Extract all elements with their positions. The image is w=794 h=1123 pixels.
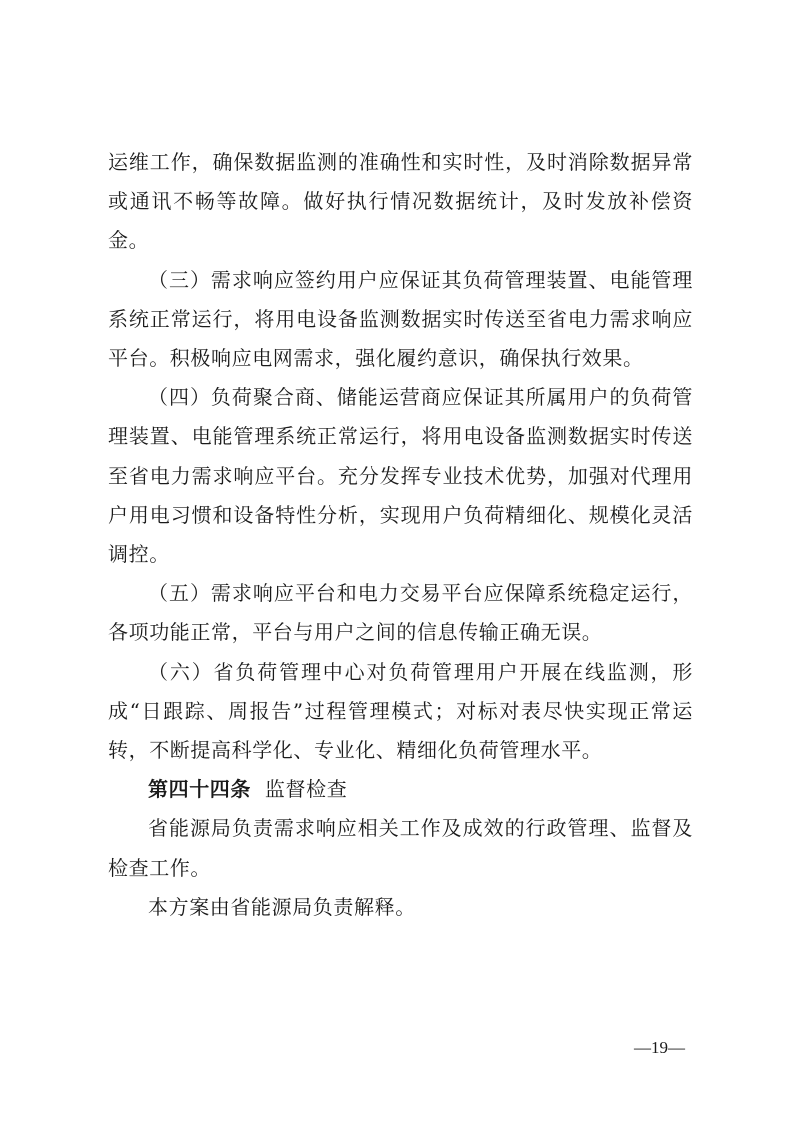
paragraph-supervision: 省能源局负责需求响应相关工作及成效的行政管理、监督及检查工作。 — [108, 816, 693, 880]
article-number: 第四十四条 — [148, 777, 251, 802]
paragraph-item-4: （四）负荷聚合商、储能运营商应保证其所属用户的负荷管理装置、电能管理系统正常运行，将用电设备监测数据实时传送至省电力需求响应平台。充分发挥专业技术优势，加强对代理用户用电习惯和设备特性分析，实现用户负荷精细化、规模化灵活调控。 — [108, 385, 693, 567]
paragraph-item-3: （三）需求响应签约用户应保证其负荷管理装置、电能管理系统正常运行，将用电设备监测数据实时传送至省电力需求响应平台。积极响应电网需求，强化履约意识，确保执行效果。 — [108, 267, 693, 371]
article-title: 监督检查 — [264, 777, 348, 802]
article-heading — [108, 770, 693, 809]
paragraph-interpretation: 本方案由省能源局负责解释。 — [148, 894, 416, 919]
document-body — [108, 143, 693, 927]
paragraph-item-6: （六）省负荷管理中心对负荷管理用户开展在线监测，形成“日跟踪、周报告”过程管理模式；对标对表尽快实现正常运转，不断提高科学化、专业化、精细化负荷管理水平。 — [108, 659, 693, 763]
paragraph-continuation: 运维工作，确保数据监测的准确性和实时性，及时消除数据异常或通讯不畅等故障。做好执行情况数据统计，及时发放补偿资金。 — [108, 150, 693, 253]
paragraph-item-5: （五）需求响应平台和电力交易平台应保障系统稳定运行，各项功能正常，平台与用户之间的信息传输正确无误。 — [108, 581, 693, 645]
page-number: —19— — [634, 1038, 685, 1057]
